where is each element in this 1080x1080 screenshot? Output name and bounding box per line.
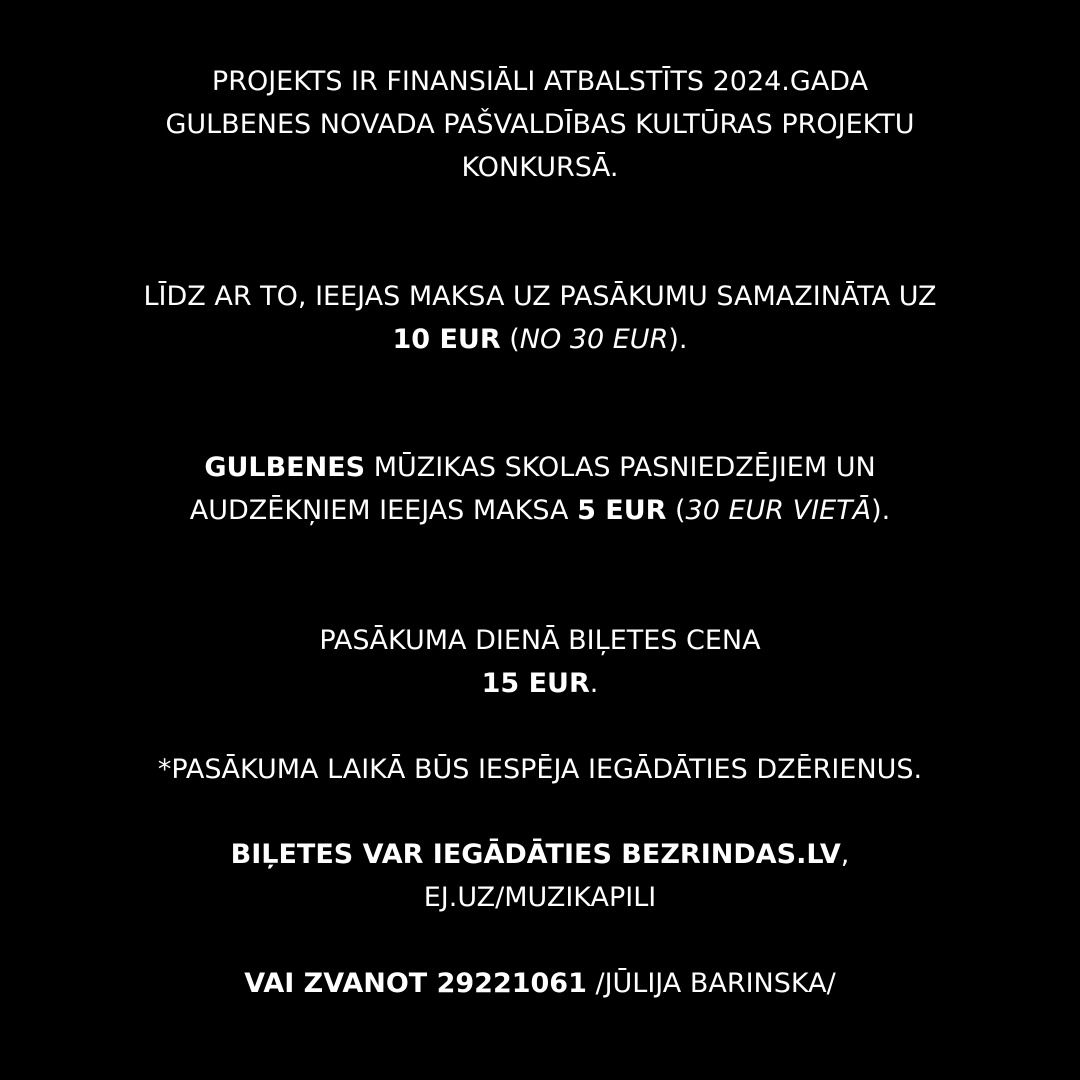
phone-line xyxy=(0,962,1080,1005)
support-line-1: PROJEKTS IR FINANSIĀLI ATBALSTĪTS 2024.GADA xyxy=(211,66,869,97)
tickets-comma: , xyxy=(840,839,850,870)
reduced-price: 10 EUR xyxy=(392,324,501,355)
school-bold-word: GULBENES xyxy=(204,452,366,483)
reduced-line-1: LĪDZ AR TO, IEEJAS MAKSA UZ PASĀKUMU SAMAZINĀTA UZ xyxy=(143,281,937,312)
reduced-open-paren: ( xyxy=(500,324,520,355)
phone-contact: /JŪLIJA BARINSKA/ xyxy=(586,968,836,999)
school-original-price: 30 EUR VIETĀ xyxy=(685,495,872,526)
school-line-1-rest: MŪZIKAS SKOLAS PASNIEDZĒJIEM UN xyxy=(365,452,876,483)
drinks-note-text: *PASĀKUMA LAIKĀ BŪS IESPĒJA IEGĀDĀTIES DZĒRIENUS. xyxy=(157,754,923,785)
day-of-event-price xyxy=(0,619,1080,705)
support-line-3: KONKURSĀ. xyxy=(461,152,619,183)
school-price: 5 EUR xyxy=(577,495,667,526)
school-line-1 xyxy=(0,446,1080,489)
day-end: . xyxy=(589,668,599,699)
phone-bold: VAI ZVANOT 29221061 xyxy=(244,968,587,999)
day-line-1: PASĀKUMA DIENĀ BIĻETES CENA xyxy=(319,625,761,656)
support-line-2: GULBENES NOVADA PAŠVALDĪBAS KULTŪRAS PROJEKTU xyxy=(165,109,915,140)
drinks-note xyxy=(0,748,1080,791)
school-line-2-start: AUDZĒKŅIEM IEEJAS MAKSA xyxy=(189,495,578,526)
day-line-2 xyxy=(0,662,1080,705)
support-statement xyxy=(0,60,1080,189)
school-close-paren: ). xyxy=(871,495,891,526)
school-line-2 xyxy=(0,489,1080,532)
tickets-bold-line: BIĻETES VAR IEGĀDĀTIES BEZRINDAS.LV xyxy=(230,839,841,870)
tickets-line-1 xyxy=(0,833,1080,876)
reduced-price-statement xyxy=(0,275,1080,361)
reduced-line-2 xyxy=(0,318,1080,361)
day-price: 15 EUR xyxy=(481,668,590,699)
school-open-paren: ( xyxy=(666,495,686,526)
tickets-info xyxy=(0,833,1080,919)
tickets-link: EJ.UZ/MUZIKAPILI xyxy=(423,882,657,913)
phone-info xyxy=(0,962,1080,1005)
reduced-original-price: NO 30 EUR xyxy=(519,324,669,355)
school-price-statement xyxy=(0,446,1080,532)
reduced-close-paren: ). xyxy=(668,324,688,355)
